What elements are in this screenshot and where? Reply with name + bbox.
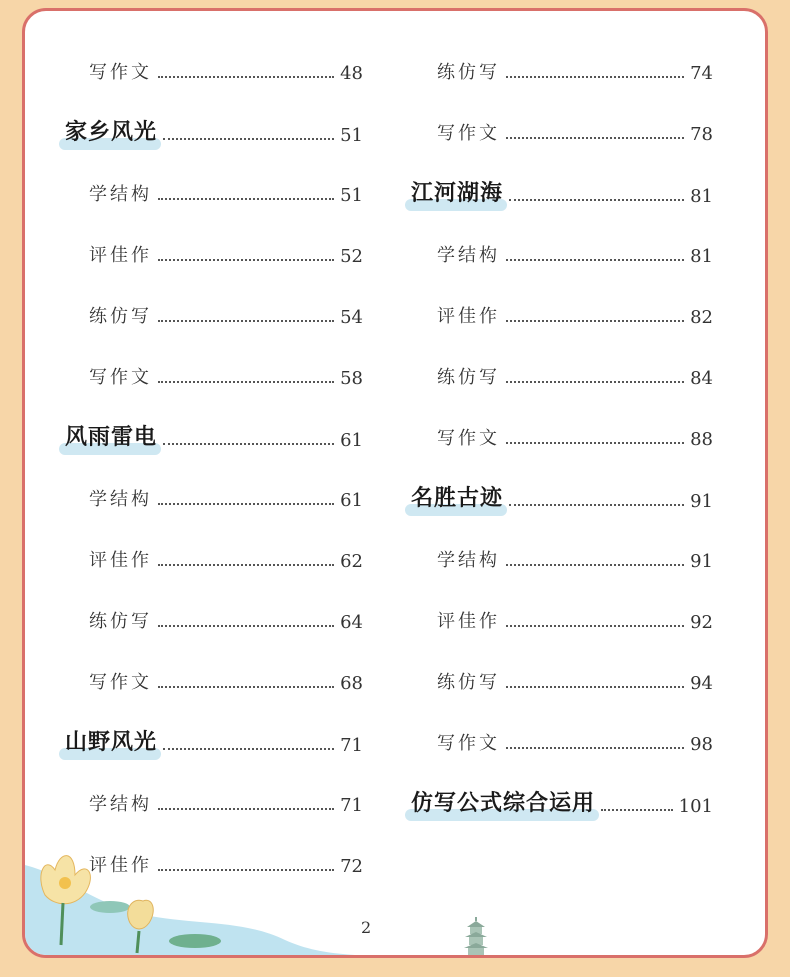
- page-ref: 84: [690, 368, 713, 389]
- section-title: 山野风光: [65, 730, 158, 755]
- page-ref: 92: [690, 612, 713, 633]
- subentry-label: 评佳作: [89, 550, 152, 571]
- dot-leader: [158, 381, 334, 383]
- subentry-label: 写作文: [437, 123, 500, 144]
- page-ref: 91: [690, 491, 713, 512]
- subentry-label: 学结构: [89, 794, 152, 815]
- toc-section-entry[interactable]: [65, 725, 363, 756]
- dot-leader: [158, 625, 334, 627]
- dot-leader: [506, 442, 684, 444]
- toc-subentry[interactable]: [89, 790, 363, 816]
- section-title: 仿写公式综合运用: [411, 791, 596, 816]
- page-ref: 101: [678, 796, 713, 817]
- page-ref: 72: [340, 856, 363, 877]
- page-ref: 78: [690, 124, 713, 145]
- subentry-label: 评佳作: [437, 611, 500, 632]
- pagoda-icon: [461, 917, 491, 958]
- dot-leader: [163, 748, 334, 750]
- page-ref: 58: [340, 368, 363, 389]
- dot-leader: [601, 809, 673, 811]
- toc-section-entry[interactable]: [411, 176, 713, 207]
- toc-section-entry[interactable]: [411, 481, 713, 512]
- dot-leader: [509, 504, 684, 506]
- toc-subentry[interactable]: [437, 424, 713, 450]
- page-ref: 48: [340, 63, 363, 84]
- lotus-pond-decoration: [25, 845, 355, 955]
- page-ref: 64: [340, 612, 363, 633]
- section-title-highlight: [65, 420, 157, 451]
- toc-subentry[interactable]: [89, 363, 363, 389]
- toc-subentry[interactable]: [437, 302, 713, 328]
- toc-subentry[interactable]: [89, 58, 363, 84]
- toc-section-entry[interactable]: [411, 786, 713, 817]
- toc-subentry[interactable]: [437, 119, 713, 145]
- dot-leader: [506, 625, 684, 627]
- dot-leader: [158, 198, 334, 200]
- toc-subentry[interactable]: [437, 58, 713, 84]
- page-ref: 81: [690, 186, 713, 207]
- subentry-label: 学结构: [437, 245, 500, 266]
- subentry-label: 评佳作: [89, 855, 152, 876]
- subentry-label: 练仿写: [437, 62, 500, 83]
- dot-leader: [506, 686, 684, 688]
- page-ref: 61: [340, 430, 363, 451]
- page-ref: 74: [690, 63, 713, 84]
- subentry-label: 写作文: [89, 62, 152, 83]
- subentry-label: 学结构: [89, 489, 152, 510]
- subentry-label: 学结构: [89, 184, 152, 205]
- dot-leader: [158, 808, 334, 810]
- subentry-label: 练仿写: [437, 367, 500, 388]
- toc-subentry[interactable]: [89, 485, 363, 511]
- page-ref: 71: [340, 795, 363, 816]
- toc-subentry[interactable]: [437, 729, 713, 755]
- dot-leader: [506, 381, 684, 383]
- page-ref: 71: [340, 735, 363, 756]
- subentry-label: 写作文: [89, 672, 152, 693]
- subentry-label: 写作文: [437, 733, 500, 754]
- dot-leader: [506, 76, 684, 78]
- toc-subentry[interactable]: [437, 363, 713, 389]
- page-number: 2: [361, 918, 372, 937]
- toc-section-entry[interactable]: [65, 420, 363, 451]
- dot-leader: [506, 564, 684, 566]
- page-ref: 91: [690, 551, 713, 572]
- toc-subentry[interactable]: [89, 302, 363, 328]
- section-title-highlight: [65, 725, 157, 756]
- section-title-highlight: [65, 115, 157, 146]
- section-title: 家乡风光: [65, 120, 158, 145]
- page-ref: 81: [690, 246, 713, 267]
- page-ref: 62: [340, 551, 363, 572]
- subentry-label: 写作文: [89, 367, 152, 388]
- toc-subentry[interactable]: [89, 241, 363, 267]
- dot-leader: [158, 686, 334, 688]
- toc-section-entry[interactable]: [65, 115, 363, 146]
- page-ref: 98: [690, 734, 713, 755]
- dot-leader: [158, 76, 334, 78]
- page-ref: 88: [690, 429, 713, 450]
- section-title: 风雨雷电: [65, 425, 158, 450]
- dot-leader: [158, 320, 334, 322]
- toc-page: [22, 8, 768, 958]
- page-ref: 54: [340, 307, 363, 328]
- section-title-highlight: [411, 786, 595, 817]
- page-ref: 94: [690, 673, 713, 694]
- toc-subentry[interactable]: [89, 546, 363, 572]
- subentry-label: 练仿写: [437, 672, 500, 693]
- section-title-highlight: [411, 481, 503, 512]
- toc-subentry[interactable]: [437, 668, 713, 694]
- subentry-label: 写作文: [437, 428, 500, 449]
- dot-leader: [506, 747, 684, 749]
- subentry-label: 练仿写: [89, 611, 152, 632]
- page-ref: 52: [340, 246, 363, 267]
- subentry-label: 评佳作: [89, 245, 152, 266]
- toc-subentry[interactable]: [437, 546, 713, 572]
- page-ref: 51: [340, 185, 363, 206]
- dot-leader: [506, 259, 684, 261]
- page-ref: 68: [340, 673, 363, 694]
- section-title: 名胜古迹: [411, 486, 504, 511]
- dot-leader: [163, 138, 334, 140]
- toc-subentry[interactable]: [437, 607, 713, 633]
- toc-subentry[interactable]: [89, 607, 363, 633]
- page-ref: 61: [340, 490, 363, 511]
- subentry-label: 练仿写: [89, 306, 152, 327]
- dot-leader: [163, 443, 334, 445]
- toc-subentry[interactable]: [437, 241, 713, 267]
- section-title: 江河湖海: [411, 181, 504, 206]
- dot-leader: [506, 320, 684, 322]
- dot-leader: [158, 259, 334, 261]
- section-title-highlight: [411, 176, 503, 207]
- dot-leader: [509, 199, 684, 201]
- toc-subentry[interactable]: [89, 180, 363, 206]
- dot-leader: [506, 137, 684, 139]
- page-ref: 82: [690, 307, 713, 328]
- dot-leader: [158, 503, 334, 505]
- subentry-label: 评佳作: [437, 306, 500, 327]
- page-ref: 51: [340, 125, 363, 146]
- dot-leader: [158, 564, 334, 566]
- toc-subentry[interactable]: [89, 668, 363, 694]
- subentry-label: 学结构: [437, 550, 500, 571]
